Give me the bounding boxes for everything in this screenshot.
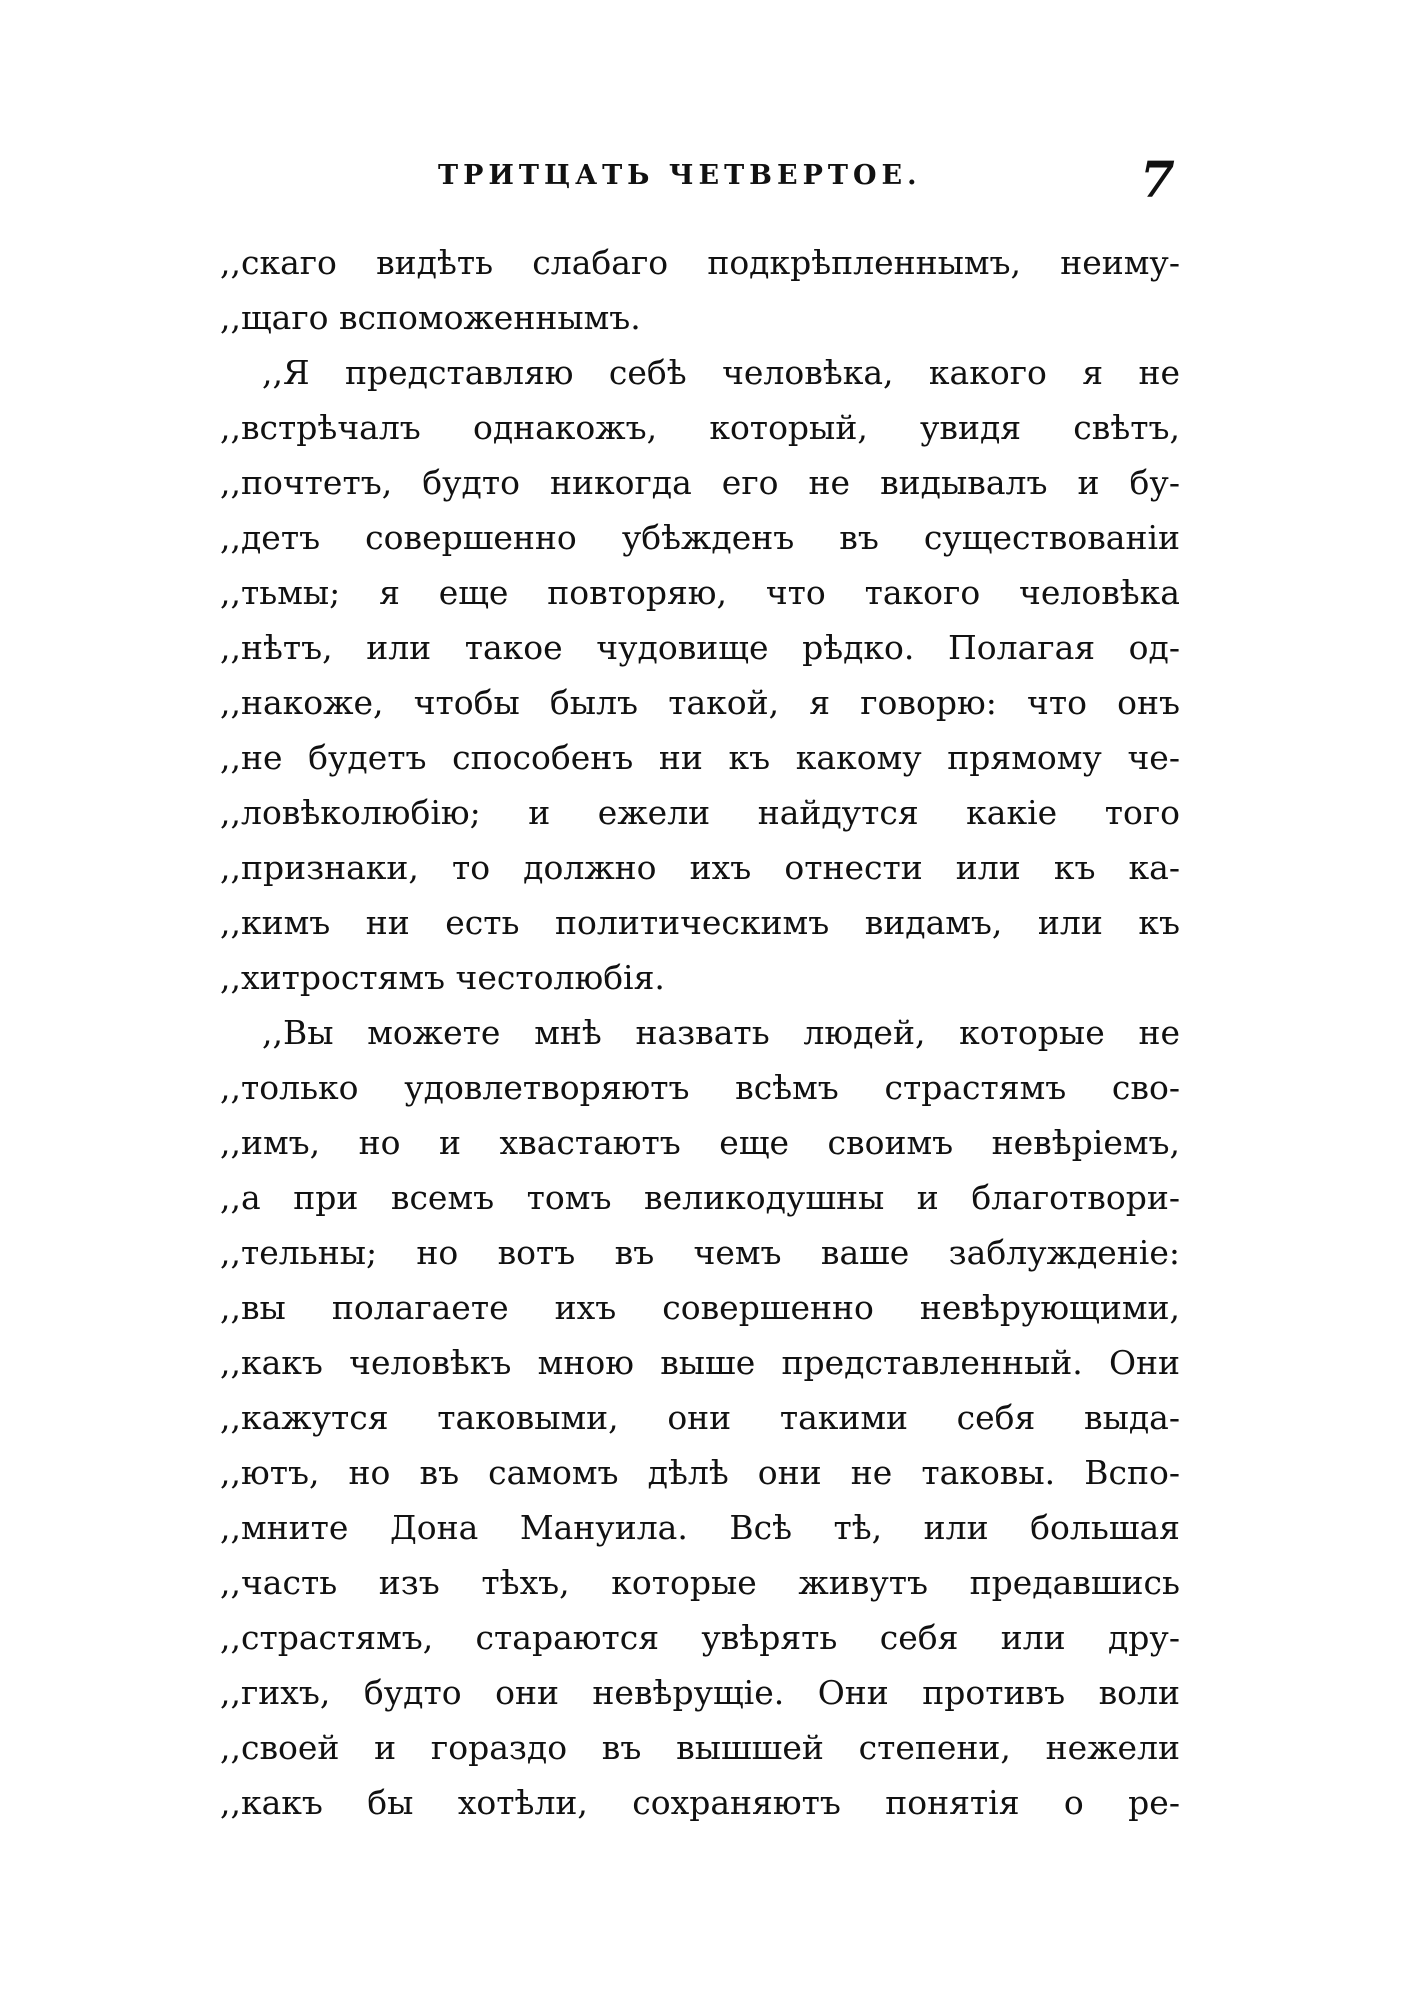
text-line: ,,кажутся таковыми, они такими себя выда- — [220, 1398, 1180, 1437]
text-line: ,,скаго видѣть слабаго подкрѣпленнымъ, неиму- — [220, 243, 1180, 282]
text-line: ,,встрѣчалъ однакожъ, который, увидя свѣтъ, — [220, 408, 1180, 447]
text-line: ,,тельны; но вотъ въ чемъ ваше заблужденіе: — [220, 1233, 1180, 1272]
text-line: ,,не будетъ способенъ ни къ какому прямому че- — [220, 738, 1180, 777]
text-line: ,,а при всемъ томъ великодушны и благотвори- — [220, 1178, 1180, 1217]
text-line: ,,ловѣколюбію; и ежели найдутся какіе того — [220, 793, 1180, 832]
text-line: ,,вы полагаете ихъ совершенно невѣрующими, — [220, 1288, 1180, 1327]
text-line: ,,страстямъ, стараются увѣрять себя или дру- — [220, 1618, 1180, 1657]
text-line: ,,своей и гораздо въ вышшей степени, нежели — [220, 1728, 1180, 1767]
text-line: ,,накоже, чтобы былъ такой, я говорю: что онъ — [220, 683, 1180, 722]
text-line: ,,нѣтъ, или такое чудовище рѣдко. Полагая од- — [220, 628, 1180, 667]
text-line: ,,почтетъ, будто никогда его не видывалъ и бу- — [220, 463, 1180, 502]
text-line: ,,какъ человѣкъ мною выше представленный. Они — [220, 1343, 1180, 1382]
text-line: ,,какъ бы хотѣли, сохраняютъ понятія о ре- — [220, 1783, 1180, 1822]
text-line: ,,гихъ, будто они невѣрущіе. Они противъ воли — [220, 1673, 1180, 1712]
page-number: 7 — [1140, 150, 1175, 209]
text-line: ,,Я представляю себѣ человѣка, какого я не — [262, 353, 1180, 392]
text-line: ,,только удовлетворяютъ всѣмъ страстямъ сво- — [220, 1068, 1180, 1107]
running-head: ТРИТЦАТЬ ЧЕТВЕРТОЕ. — [438, 160, 922, 191]
text-line: ,,щаго вспоможеннымъ. — [220, 298, 641, 337]
text-line: ,,детъ совершенно убѣжденъ въ существованіи — [220, 518, 1180, 557]
text-line: ,,мните Дона Мануила. Всѣ тѣ, или большая — [220, 1508, 1180, 1547]
text-line: ,,Вы можете мнѣ назвать людей, которые не — [262, 1013, 1180, 1052]
text-line: ,,кимъ ни есть политическимъ видамъ, или къ — [220, 903, 1180, 942]
text-line: ,,признаки, то должно ихъ отнести или къ ка- — [220, 848, 1180, 887]
text-line: ,,тьмы; я еще повторяю, что такого человѣка — [220, 573, 1180, 612]
text-line: ,,ютъ, но въ самомъ дѣлѣ они не таковы. Вспо- — [220, 1453, 1180, 1492]
text-line: ,,часть изъ тѣхъ, которые живутъ предавшись — [220, 1563, 1180, 1602]
text-line: ,,хитростямъ честолюбія. — [220, 958, 665, 997]
text-line: ,,имъ, но и хвастаютъ еще своимъ невѣріемъ, — [220, 1123, 1180, 1162]
